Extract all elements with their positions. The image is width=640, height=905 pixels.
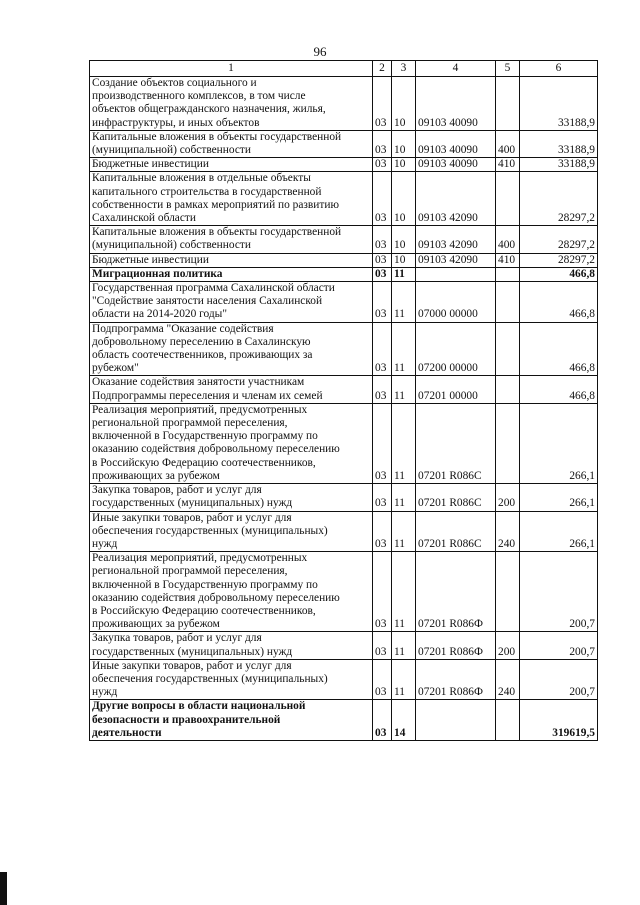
cell-expense-type bbox=[496, 376, 520, 403]
cell-target-code-text: 09103 42090 bbox=[418, 212, 478, 225]
cell-subsection-text: 11 bbox=[394, 389, 405, 402]
cell-section-text: 03 bbox=[375, 645, 387, 658]
table-row bbox=[90, 484, 598, 511]
cell-target-code bbox=[416, 267, 496, 281]
cell-target-code-text: 09103 40090 bbox=[418, 144, 478, 157]
cell-amount bbox=[520, 659, 598, 700]
cell-amount-text: 319619,5 bbox=[552, 726, 595, 739]
cell-section bbox=[373, 376, 392, 403]
cell-name bbox=[90, 403, 373, 483]
cell-section bbox=[373, 267, 392, 281]
cell-target-code-text: 07201 R086C bbox=[418, 497, 482, 510]
cell-name-text: Подпрограмма "Оказание содействия добровольному переселению в Сахалинскую область соотечественников, проживающих за рубежом" bbox=[92, 322, 313, 375]
cell-amount-text: 200,7 bbox=[569, 618, 595, 631]
cell-name-text: Другие вопросы в области национальной безопасности и правоохранительной деятельности bbox=[92, 700, 306, 739]
cell-subsection bbox=[392, 253, 416, 267]
cell-expense-type-text: 240 bbox=[498, 537, 516, 550]
cell-name-text: Реализация мероприятий, предусмотренных региональной программой переселения, включенной в Государственную программу по оказанию содействия добровольному переселению в Российскую Федерацию соотечественников, проживающих за рубежом bbox=[92, 403, 340, 482]
cell-amount bbox=[520, 403, 598, 483]
cell-expense-type-text: 410 bbox=[498, 158, 516, 171]
cell-target-code bbox=[416, 282, 496, 323]
table-row bbox=[90, 322, 598, 376]
cell-section bbox=[373, 552, 392, 632]
cell-name bbox=[90, 158, 373, 172]
cell-expense-type bbox=[496, 511, 520, 552]
cell-section bbox=[373, 282, 392, 323]
cell-target-code-text: 07201 R086Ф bbox=[418, 645, 484, 658]
cell-section-text: 03 bbox=[375, 726, 387, 739]
cell-name bbox=[90, 552, 373, 632]
cell-amount-text: 28297,2 bbox=[557, 212, 595, 225]
cell-expense-type bbox=[496, 632, 520, 659]
cell-amount bbox=[520, 172, 598, 226]
cell-amount-text: 466,8 bbox=[569, 267, 595, 280]
cell-name-text: Государственная программа Сахалинской области "Содействие занятости населения Сахалинской области на 2014-2020 годы" bbox=[92, 282, 335, 321]
cell-section-text: 03 bbox=[375, 116, 387, 129]
cell-name bbox=[90, 77, 373, 131]
table-row bbox=[90, 282, 598, 323]
cell-amount-text: 466,8 bbox=[569, 308, 595, 321]
cell-subsection-text: 11 bbox=[394, 469, 405, 482]
cell-amount bbox=[520, 632, 598, 659]
cell-amount-text: 33188,9 bbox=[557, 158, 595, 171]
table-body bbox=[90, 77, 598, 741]
cell-amount-text: 266,1 bbox=[569, 537, 595, 550]
cell-subsection bbox=[392, 376, 416, 403]
budget-table bbox=[89, 60, 598, 741]
cell-expense-type-text: 200 bbox=[498, 645, 516, 658]
cell-amount-text: 466,8 bbox=[569, 362, 595, 375]
cell-target-code bbox=[416, 253, 496, 267]
cell-name bbox=[90, 130, 373, 157]
cell-section-text: 03 bbox=[375, 389, 387, 402]
cell-target-code bbox=[416, 484, 496, 511]
cell-name-text: Капитальные вложения в отдельные объекты капитального строительства в государственной собственности в рамках мероприятий по развитию Сахалинской области bbox=[92, 172, 339, 225]
cell-amount-text: 28297,2 bbox=[557, 239, 595, 252]
cell-section bbox=[373, 659, 392, 700]
scan-margin-mark bbox=[0, 872, 7, 905]
cell-name-text: Иные закупки товаров, работ и услуг для обеспечения государственных (муниципальных) нужд bbox=[92, 511, 328, 550]
cell-subsection-text: 10 bbox=[394, 253, 406, 266]
cell-expense-type bbox=[496, 700, 520, 741]
cell-subsection bbox=[392, 659, 416, 700]
cell-section bbox=[373, 700, 392, 741]
cell-expense-type bbox=[496, 403, 520, 483]
cell-section-text: 03 bbox=[375, 267, 387, 280]
cell-expense-type bbox=[496, 253, 520, 267]
cell-expense-type-text: 240 bbox=[498, 686, 516, 699]
cell-subsection-text: 11 bbox=[394, 645, 405, 658]
cell-name-text: Бюджетные инвестиции bbox=[92, 253, 209, 266]
cell-name-text: Капитальные вложения в объекты государственной (муниципальной) собственности bbox=[92, 226, 342, 252]
cell-amount-text: 466,8 bbox=[569, 389, 595, 402]
table-row bbox=[90, 158, 598, 172]
cell-section-text: 03 bbox=[375, 144, 387, 157]
cell-section-text: 03 bbox=[375, 212, 387, 225]
cell-subsection-text: 10 bbox=[394, 116, 406, 129]
cell-expense-type bbox=[496, 322, 520, 376]
cell-amount bbox=[520, 700, 598, 741]
cell-subsection-text: 10 bbox=[394, 212, 406, 225]
cell-expense-type bbox=[496, 172, 520, 226]
cell-target-code-text: 07200 00000 bbox=[418, 362, 478, 375]
cell-section-text: 03 bbox=[375, 537, 387, 550]
cell-target-code bbox=[416, 700, 496, 741]
cell-section-text: 03 bbox=[375, 239, 387, 252]
cell-expense-type bbox=[496, 267, 520, 281]
table-row bbox=[90, 632, 598, 659]
cell-name-text: Миграционная политика bbox=[92, 267, 223, 280]
cell-section-text: 03 bbox=[375, 469, 387, 482]
cell-subsection bbox=[392, 226, 416, 253]
cell-expense-type bbox=[496, 484, 520, 511]
cell-target-code-text: 07201 R086Ф bbox=[418, 618, 484, 631]
cell-subsection-text: 11 bbox=[394, 686, 405, 699]
cell-target-code bbox=[416, 226, 496, 253]
cell-subsection-text: 11 bbox=[394, 537, 405, 550]
cell-target-code-text: 09103 40090 bbox=[418, 158, 478, 171]
cell-name bbox=[90, 282, 373, 323]
cell-section-text: 03 bbox=[375, 686, 387, 699]
table-row bbox=[90, 172, 598, 226]
cell-target-code-text: 07201 00000 bbox=[418, 389, 478, 402]
cell-expense-type-text: 200 bbox=[498, 497, 516, 510]
cell-target-code bbox=[416, 77, 496, 131]
cell-target-code-text: 07000 00000 bbox=[418, 308, 478, 321]
cell-amount bbox=[520, 322, 598, 376]
cell-amount bbox=[520, 77, 598, 131]
cell-target-code bbox=[416, 659, 496, 700]
cell-name bbox=[90, 322, 373, 376]
table-row bbox=[90, 253, 598, 267]
cell-name bbox=[90, 226, 373, 253]
cell-section-text: 03 bbox=[375, 158, 387, 171]
cell-expense-type bbox=[496, 158, 520, 172]
cell-amount bbox=[520, 282, 598, 323]
cell-target-code bbox=[416, 552, 496, 632]
cell-section bbox=[373, 77, 392, 131]
cell-amount-text: 200,7 bbox=[569, 686, 595, 699]
cell-section-text: 03 bbox=[375, 308, 387, 321]
cell-target-code bbox=[416, 322, 496, 376]
page-number: 96 bbox=[313, 44, 327, 59]
cell-amount bbox=[520, 253, 598, 267]
cell-amount-text: 33188,9 bbox=[557, 116, 595, 129]
cell-section bbox=[373, 158, 392, 172]
table-row bbox=[90, 403, 598, 483]
cell-amount bbox=[520, 130, 598, 157]
cell-target-code bbox=[416, 158, 496, 172]
cell-subsection bbox=[392, 511, 416, 552]
cell-expense-type bbox=[496, 552, 520, 632]
cell-name-text: Закупка товаров, работ и услуг для государственных (муниципальных) нужд bbox=[92, 484, 293, 510]
cell-amount-text: 266,1 bbox=[569, 497, 595, 510]
cell-name-text: Оказание содействия занятости участникам Подпрограммы переселения и членам их семей bbox=[92, 376, 323, 402]
cell-target-code-text: 07201 R086C bbox=[418, 537, 482, 550]
cell-amount bbox=[520, 267, 598, 281]
cell-name bbox=[90, 484, 373, 511]
table-row bbox=[90, 376, 598, 403]
cell-subsection-text: 11 bbox=[394, 618, 405, 631]
cell-expense-type bbox=[496, 659, 520, 700]
cell-amount bbox=[520, 376, 598, 403]
cell-section bbox=[373, 130, 392, 157]
cell-expense-type-text: 400 bbox=[498, 144, 516, 157]
cell-target-code-text: 09103 40090 bbox=[418, 116, 478, 129]
cell-section-text: 03 bbox=[375, 362, 387, 375]
cell-name-text: Реализация мероприятий, предусмотренных региональной программой переселения, включенной в Государственную программу по оказанию содействия добровольному переселению в Российскую Федерацию соотечественников, проживающих за рубежом bbox=[92, 552, 340, 631]
table-row bbox=[90, 511, 598, 552]
cell-amount bbox=[520, 511, 598, 552]
cell-amount-text: 200,7 bbox=[569, 645, 595, 658]
cell-name bbox=[90, 511, 373, 552]
cell-target-code bbox=[416, 403, 496, 483]
cell-name bbox=[90, 632, 373, 659]
cell-name bbox=[90, 659, 373, 700]
table-row bbox=[90, 659, 598, 700]
cell-subsection bbox=[392, 282, 416, 323]
cell-subsection bbox=[392, 552, 416, 632]
cell-expense-type bbox=[496, 130, 520, 157]
cell-name-text: Создание объектов социального и производственного комплексов, в том числе объектов общегражданского назначения, жилья, инфраструктуры, и иных объектов bbox=[92, 77, 326, 129]
cell-subsection bbox=[392, 267, 416, 281]
cell-subsection bbox=[392, 632, 416, 659]
cell-subsection-text: 11 bbox=[394, 267, 405, 280]
header-col-4: 4 bbox=[416, 61, 496, 77]
cell-section bbox=[373, 322, 392, 376]
cell-target-code bbox=[416, 511, 496, 552]
cell-subsection-text: 11 bbox=[394, 308, 405, 321]
cell-name bbox=[90, 253, 373, 267]
cell-section-text: 03 bbox=[375, 618, 387, 631]
cell-subsection bbox=[392, 77, 416, 131]
table-header-row bbox=[90, 61, 598, 77]
cell-amount bbox=[520, 552, 598, 632]
header-col-5: 5 bbox=[496, 61, 520, 77]
table-row bbox=[90, 130, 598, 157]
table-row bbox=[90, 700, 598, 741]
cell-name-text: Капитальные вложения в объекты государственной (муниципальной) собственности bbox=[92, 130, 342, 157]
cell-section bbox=[373, 226, 392, 253]
cell-expense-type bbox=[496, 282, 520, 323]
cell-subsection bbox=[392, 158, 416, 172]
cell-subsection bbox=[392, 484, 416, 511]
table-row bbox=[90, 77, 598, 131]
cell-target-code bbox=[416, 172, 496, 226]
cell-section bbox=[373, 484, 392, 511]
cell-amount bbox=[520, 158, 598, 172]
cell-amount-text: 33188,9 bbox=[557, 144, 595, 157]
cell-name bbox=[90, 376, 373, 403]
cell-section-text: 03 bbox=[375, 253, 387, 266]
table-row bbox=[90, 267, 598, 281]
cell-section bbox=[373, 403, 392, 483]
cell-amount bbox=[520, 226, 598, 253]
cell-section-text: 03 bbox=[375, 497, 387, 510]
cell-subsection-text: 11 bbox=[394, 362, 405, 375]
cell-section bbox=[373, 253, 392, 267]
cell-subsection bbox=[392, 130, 416, 157]
cell-subsection-text: 11 bbox=[394, 497, 405, 510]
cell-target-code-text: 09103 42090 bbox=[418, 253, 478, 266]
table-row bbox=[90, 552, 598, 632]
cell-name-text: Бюджетные инвестиции bbox=[92, 158, 209, 171]
header-col-6: 6 bbox=[520, 61, 598, 77]
cell-subsection bbox=[392, 700, 416, 741]
cell-name-text: Иные закупки товаров, работ и услуг для обеспечения государственных (муниципальных) нужд bbox=[92, 659, 328, 699]
cell-target-code bbox=[416, 632, 496, 659]
cell-subsection-text: 10 bbox=[394, 239, 406, 252]
cell-subsection bbox=[392, 322, 416, 376]
cell-subsection bbox=[392, 172, 416, 226]
cell-subsection-text: 14 bbox=[394, 726, 406, 739]
cell-expense-type bbox=[496, 77, 520, 131]
cell-subsection bbox=[392, 403, 416, 483]
header-col-1: 1 bbox=[90, 61, 373, 77]
cell-target-code-text: 07201 R086Ф bbox=[418, 686, 484, 699]
cell-name bbox=[90, 700, 373, 741]
cell-amount bbox=[520, 484, 598, 511]
cell-subsection-text: 10 bbox=[394, 158, 406, 171]
cell-amount-text: 28297,2 bbox=[557, 253, 595, 266]
cell-expense-type-text: 400 bbox=[498, 239, 516, 252]
cell-name-text: Закупка товаров, работ и услуг для государственных (муниципальных) нужд bbox=[92, 632, 293, 658]
cell-expense-type bbox=[496, 226, 520, 253]
cell-target-code-text: 07201 R086C bbox=[418, 469, 482, 482]
cell-name bbox=[90, 172, 373, 226]
cell-target-code-text: 09103 42090 bbox=[418, 239, 478, 252]
cell-expense-type-text: 410 bbox=[498, 253, 516, 266]
cell-target-code bbox=[416, 130, 496, 157]
cell-section bbox=[373, 632, 392, 659]
cell-name bbox=[90, 267, 373, 281]
cell-subsection-text: 10 bbox=[394, 144, 406, 157]
header-col-2: 2 bbox=[373, 61, 392, 77]
cell-target-code bbox=[416, 376, 496, 403]
cell-section bbox=[373, 172, 392, 226]
table-row bbox=[90, 226, 598, 253]
cell-section bbox=[373, 511, 392, 552]
cell-amount-text: 266,1 bbox=[569, 469, 595, 482]
header-col-3: 3 bbox=[392, 61, 416, 77]
